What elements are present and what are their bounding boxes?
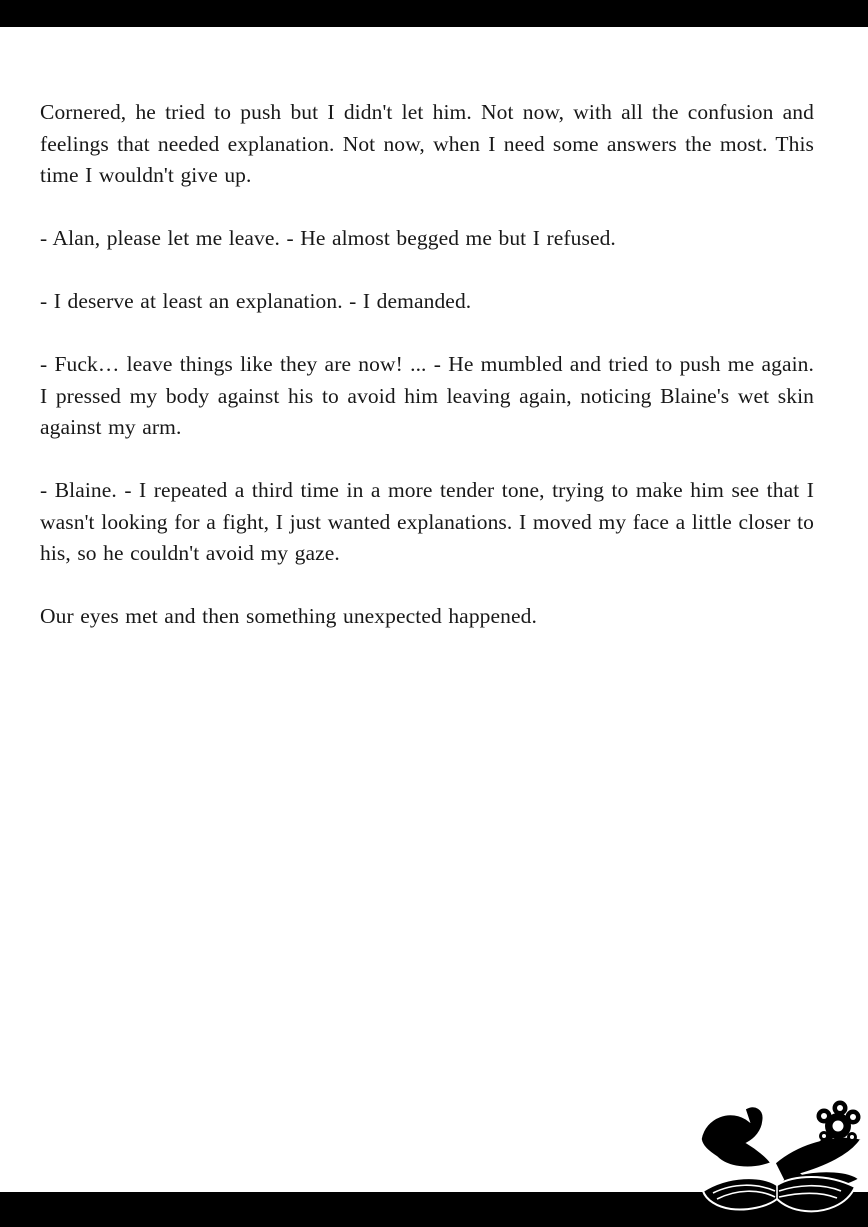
flying-page-shape — [701, 1107, 771, 1168]
top-border-bar — [0, 0, 868, 27]
story-paragraph-dialogue: - Alan, please let me leave. - He almost begged me but I refused. — [40, 226, 616, 250]
story-paragraph: Cornered, he tried to push but I didn't let him. Not now, with all the confusion and feelings that needed explanation. Not now, when I need some answers the most. This time I wouldn't give up. — [40, 100, 814, 187]
open-book-shape — [703, 1177, 855, 1211]
story-paragraph-dialogue: - Fuck… leave things like they are now! ... - He mumbled and tried to push me again. I pressed my body against his to avoid him leaving again, noticing Blaine's wet skin against my arm. — [40, 352, 814, 439]
story-text-block — [40, 97, 814, 664]
story-paragraph: Our eyes met and then something unexpected happened. — [40, 604, 537, 628]
story-paragraph-dialogue: - Blaine. - I repeated a third time in a more tender tone, trying to make him see that I wasn't looking for a fight, I just wanted explanations. I moved my face a little closer to his, so he couldn't avoid my gaze. — [40, 478, 814, 565]
story-paragraph-dialogue: - I deserve at least an explanation. - I demanded. — [40, 289, 472, 313]
open-book-key-logo-icon — [691, 1099, 866, 1219]
